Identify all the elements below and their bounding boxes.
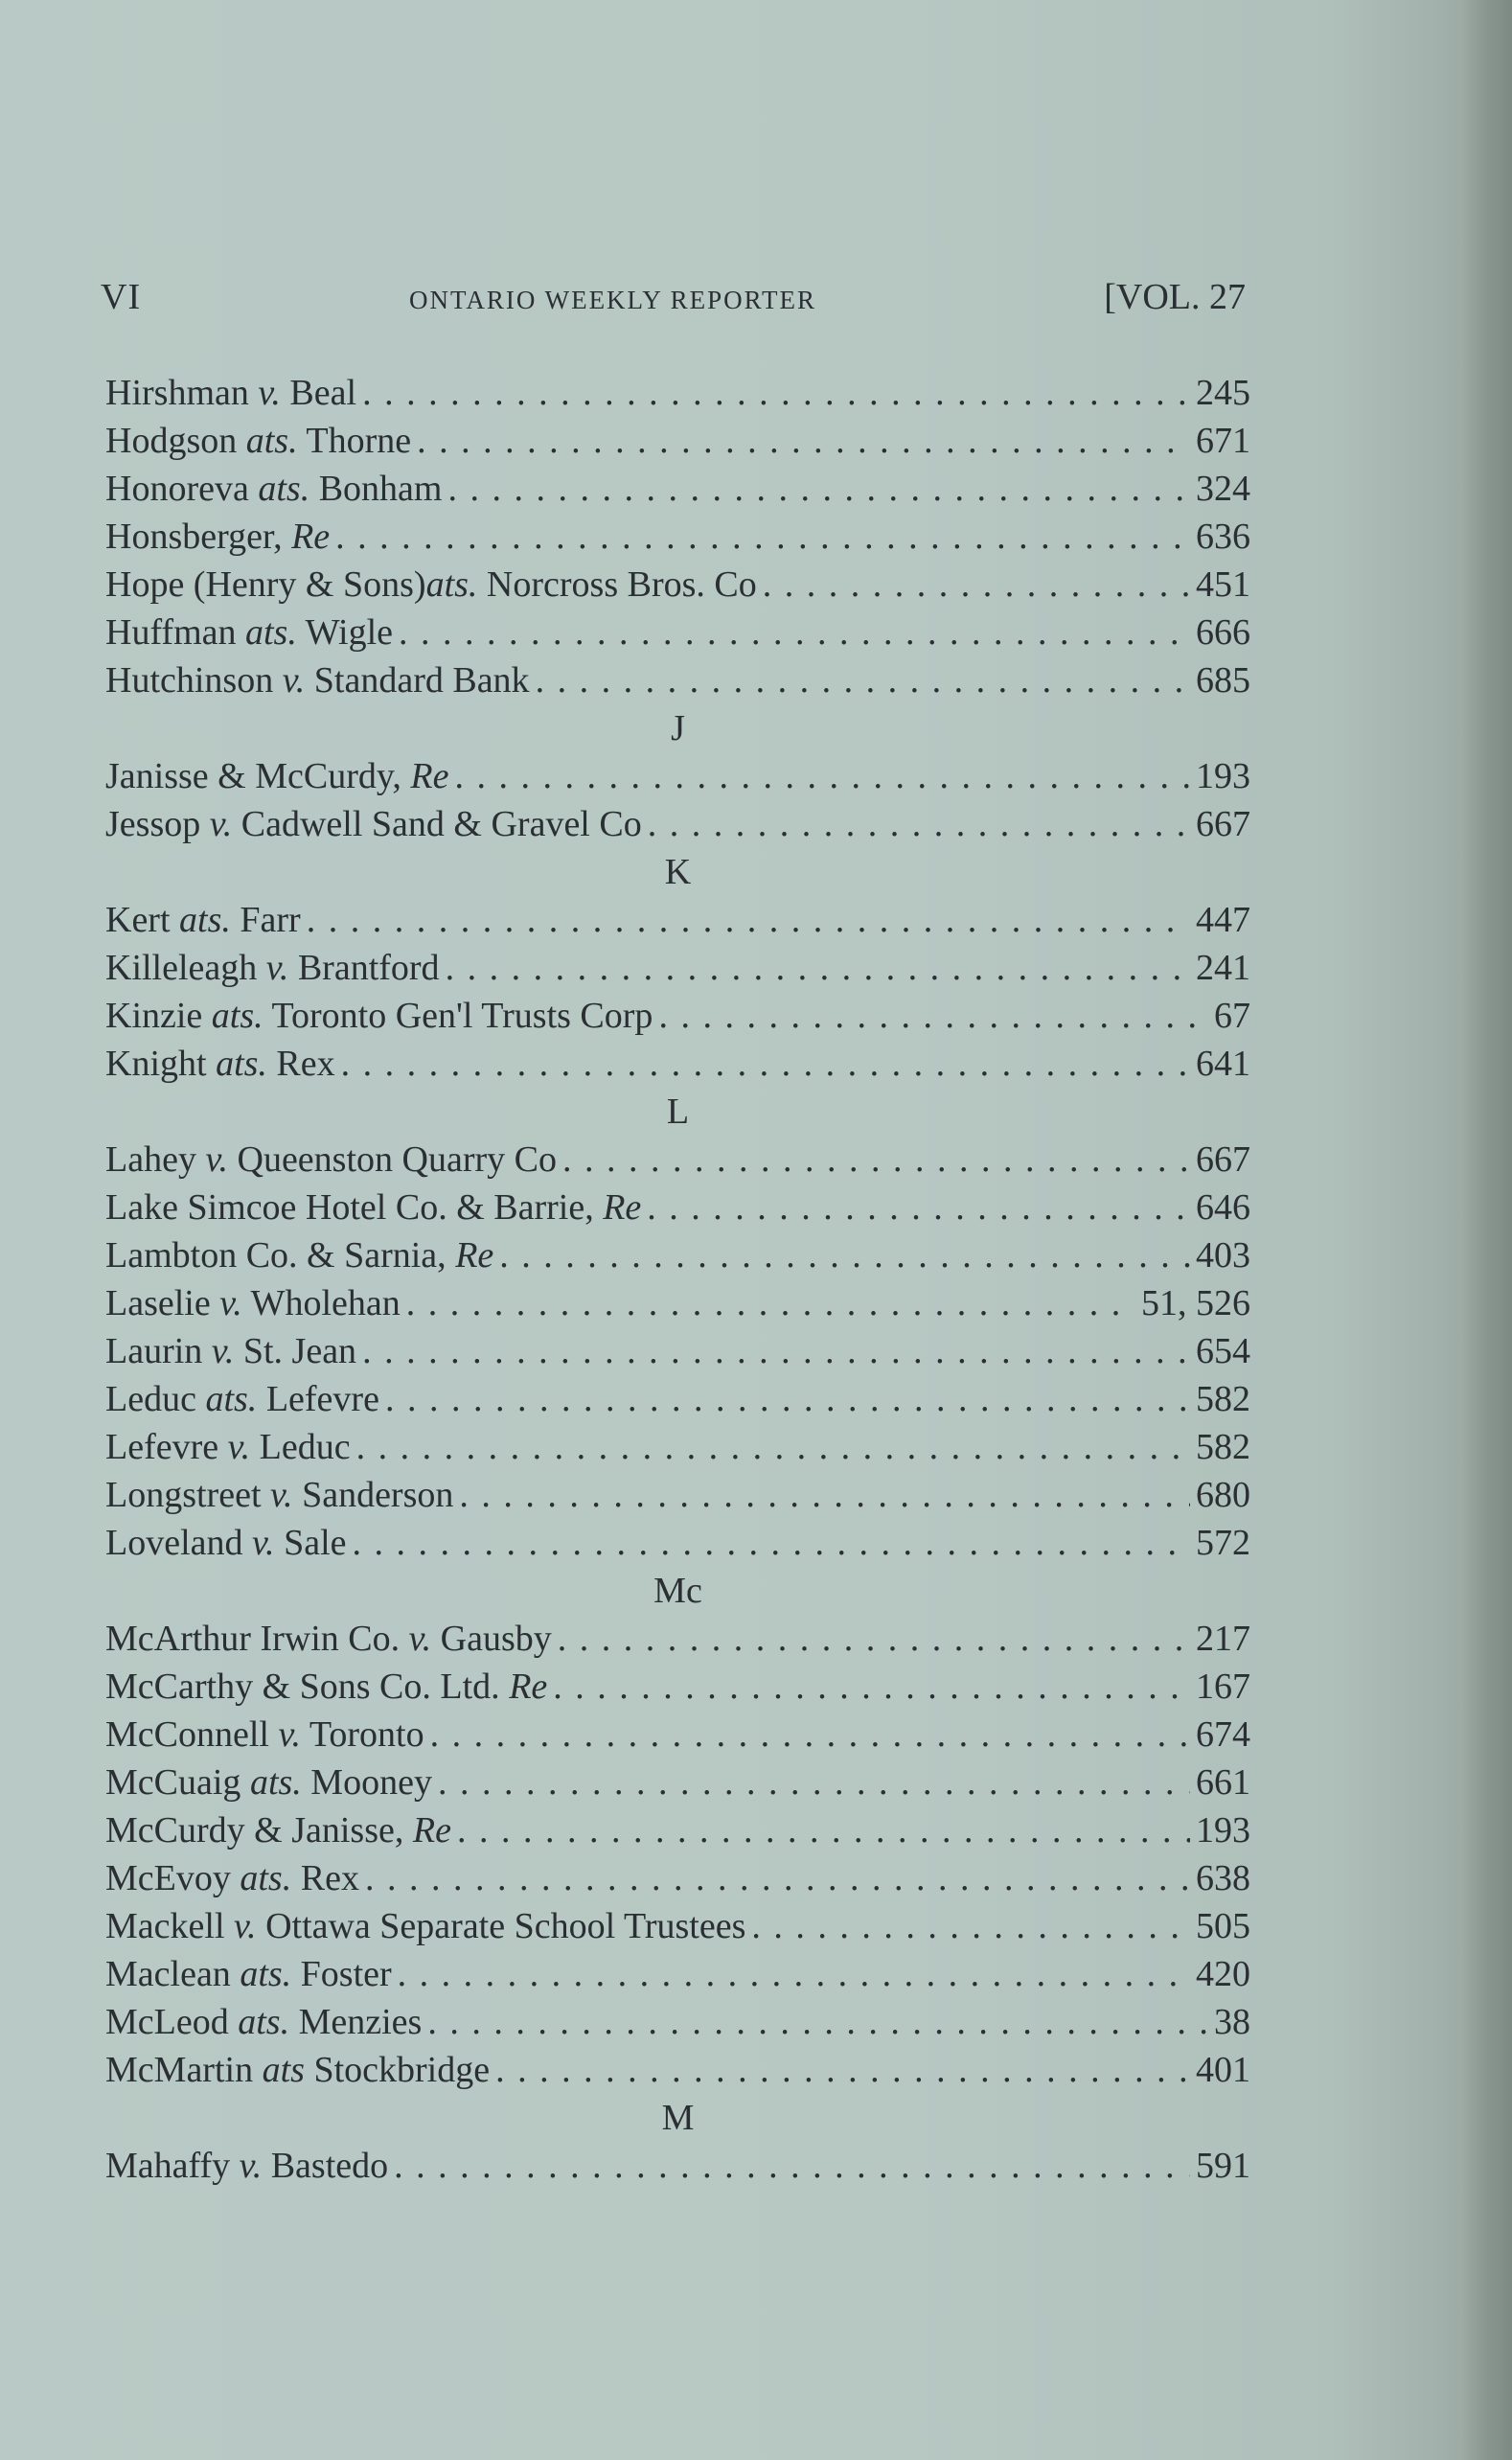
case-connector: v.: [219, 1283, 242, 1323]
case-name-part: Rex: [266, 1044, 335, 1084]
case-name-part: Lambton Co. & Sarnia,: [105, 1235, 456, 1276]
page-number: 636: [1196, 517, 1250, 557]
index-entry: [105, 1423, 1250, 1471]
case-name: [105, 1519, 347, 1567]
leader-dots: [446, 944, 1190, 992]
case-connector: v.: [211, 1331, 235, 1371]
case-name-part: Kinzie: [105, 996, 212, 1036]
case-connector: Re: [455, 1235, 494, 1276]
case-name-part: Honsberger,: [105, 517, 292, 557]
page-number: 685: [1196, 660, 1250, 701]
case-name-part: Sanderson: [292, 1475, 454, 1515]
case-connector: ats.: [258, 469, 310, 509]
leader-dots: [399, 609, 1190, 656]
leader-dots: [499, 1231, 1190, 1279]
leader-dots: [536, 656, 1190, 704]
case-name-part: Hodgson: [105, 421, 246, 461]
case-name-part: Hirshman: [105, 373, 259, 413]
case-connector: ats.: [249, 1762, 302, 1803]
case-connector: v.: [265, 948, 289, 988]
case-connector: Re: [291, 517, 331, 557]
case-name-part: Laurin: [105, 1331, 212, 1371]
leader-dots: [307, 896, 1190, 944]
index-entry: [105, 1902, 1250, 1950]
leader-dots: [459, 1471, 1190, 1519]
case-name: [105, 1902, 745, 1950]
page-number: 420: [1196, 1954, 1250, 1994]
case-name-part: Mahaffy: [105, 2146, 240, 2186]
index-entry: [105, 1759, 1250, 1806]
index-entry: [105, 369, 1250, 417]
case-name-part: Lahey: [105, 1139, 206, 1180]
case-connector: ats.: [240, 1858, 292, 1898]
case-name-part: Longstreet: [105, 1475, 271, 1515]
section-letter: L: [666, 1092, 690, 1132]
case-name-part: McCurdy & Janisse,: [105, 1810, 413, 1851]
case-name: [105, 992, 653, 1040]
case-name: [105, 1663, 547, 1711]
leader-dots: [427, 1998, 1208, 2046]
case-name-part: Ottawa Separate School Trustees: [256, 1906, 746, 1946]
case-name-part: Beal: [280, 373, 357, 413]
page-number: 217: [1196, 1619, 1250, 1659]
case-connector: Re: [412, 1810, 451, 1851]
leader-dots: [648, 800, 1190, 848]
case-connector: Re: [603, 1187, 642, 1228]
index-entries: [105, 369, 1250, 2190]
page-number: 241: [1196, 948, 1250, 988]
case-connector: Re: [410, 756, 449, 796]
case-name-part: McArthur Irwin Co.: [105, 1619, 409, 1659]
case-connector: ats.: [425, 564, 478, 605]
case-name-part: Bastedo: [262, 2146, 389, 2186]
index-entry: [105, 944, 1250, 992]
page-number: 193: [1196, 756, 1250, 796]
case-name-part: Maclean: [105, 1954, 241, 1994]
page-number: 582: [1196, 1427, 1250, 1467]
case-name: [105, 1231, 493, 1279]
case-name-part: Mooney: [301, 1762, 432, 1803]
case-name-part: Cadwell Sand & Gravel Co: [232, 804, 642, 844]
page-number: 193: [1196, 1810, 1250, 1851]
case-name: [105, 1279, 401, 1327]
case-name: [105, 465, 442, 513]
case-name: [105, 1806, 451, 1854]
page-number: 674: [1196, 1714, 1250, 1755]
leader-dots: [362, 369, 1190, 417]
index-entry: [105, 1806, 1250, 1854]
case-name: [105, 1423, 351, 1471]
case-connector: ats.: [240, 1954, 292, 1994]
case-name: [105, 1998, 422, 2046]
case-name-part: Gausby: [431, 1619, 552, 1659]
leader-dots: [751, 1902, 1190, 1950]
case-name-part: Leduc: [105, 1379, 206, 1419]
case-name-part: Loveland: [105, 1523, 253, 1563]
index-entry: [105, 1327, 1250, 1375]
case-name-part: Farr: [230, 900, 301, 940]
case-name: [105, 2142, 388, 2190]
case-name-part: Queenston Quarry Co: [228, 1139, 557, 1180]
leader-dots: [356, 1423, 1190, 1471]
page-number: 666: [1196, 612, 1250, 653]
case-name-part: McLeod: [105, 2002, 239, 2042]
page-number: 447: [1196, 900, 1250, 940]
case-name: [105, 561, 757, 609]
leader-dots: [658, 992, 1208, 1040]
leader-dots: [495, 2046, 1190, 2094]
case-connector: ats.: [238, 2002, 290, 2042]
case-name: [105, 1615, 552, 1663]
index-entry: [105, 1231, 1250, 1279]
page-number: 167: [1196, 1667, 1250, 1707]
page-number: 451: [1196, 564, 1250, 605]
case-name-part: Stockbridge: [304, 2050, 491, 2090]
page-number: 591: [1196, 2146, 1250, 2186]
index-entry: [105, 1279, 1250, 1327]
index-entry: [105, 1471, 1250, 1519]
case-connector: v.: [205, 1139, 228, 1180]
case-connector: v.: [239, 2146, 263, 2186]
page-number: 51, 526: [1141, 1283, 1250, 1323]
leader-dots: [558, 1615, 1190, 1663]
leader-dots: [454, 752, 1190, 800]
case-name: [105, 609, 393, 656]
case-name: [105, 1950, 392, 1998]
index-entry: [105, 513, 1250, 561]
case-name-part: Kert: [105, 900, 180, 940]
leader-dots: [430, 1711, 1190, 1759]
index-entry: [105, 2142, 1250, 2190]
case-connector: ats.: [245, 612, 297, 653]
case-name: [105, 369, 356, 417]
case-name-part: Lefevre: [105, 1427, 228, 1467]
index-entry: [105, 417, 1250, 465]
case-name: [105, 2046, 490, 2094]
leader-dots: [341, 1040, 1190, 1088]
index-entry: [105, 1711, 1250, 1759]
case-connector: v.: [278, 1714, 302, 1755]
index-entry: [105, 1663, 1250, 1711]
leader-dots: [406, 1279, 1135, 1327]
case-name: [105, 1471, 453, 1519]
case-name-part: Toronto: [301, 1714, 424, 1755]
leader-dots: [335, 513, 1190, 561]
leader-dots: [562, 1136, 1190, 1184]
page-number: 505: [1196, 1906, 1250, 1946]
page-number: 641: [1196, 1044, 1250, 1084]
case-name-part: Hutchinson: [105, 660, 283, 701]
leader-dots: [553, 1663, 1190, 1711]
case-name: [105, 1854, 359, 1902]
case-name-part: Janisse & McCurdy,: [105, 756, 411, 796]
case-name: [105, 656, 530, 704]
case-name-part: Knight: [105, 1044, 217, 1084]
case-name-part: Thorne: [297, 421, 412, 461]
index-entry: [105, 1375, 1250, 1423]
section-letter: K: [664, 852, 692, 892]
case-name-part: Wholehan: [241, 1283, 401, 1323]
case-name: [105, 1136, 557, 1184]
page-number: 38: [1214, 2002, 1250, 2042]
case-connector: v.: [252, 1523, 275, 1563]
case-name-part: McConnell: [105, 1714, 279, 1755]
page-number: 646: [1196, 1187, 1250, 1228]
index-entry: [105, 609, 1250, 656]
case-name-part: Bonham: [309, 469, 443, 509]
case-name: [105, 1040, 335, 1088]
index-entry: [105, 1519, 1250, 1567]
case-name-part: Lake Simcoe Hotel Co. & Barrie,: [105, 1187, 604, 1228]
case-connector: v.: [270, 1475, 293, 1515]
case-name-part: McEvoy: [105, 1858, 241, 1898]
leader-dots: [398, 1950, 1190, 1998]
case-name-part: Rex: [291, 1858, 359, 1898]
case-name-part: Leduc: [250, 1427, 351, 1467]
case-name: [105, 800, 642, 848]
page-edge: [1459, 0, 1512, 2460]
section-letter: Mc: [653, 1571, 702, 1611]
case-name: [105, 1184, 641, 1231]
case-connector: v.: [258, 373, 281, 413]
leader-dots: [438, 1759, 1190, 1806]
page-number: 245: [1196, 373, 1250, 413]
section-letter: J: [671, 708, 685, 748]
case-name-part: Norcross Bros. Co: [477, 564, 757, 605]
page-number: 401: [1196, 2050, 1250, 2090]
page-number: 582: [1196, 1379, 1250, 1419]
leader-dots: [385, 1375, 1190, 1423]
case-name-part: Menzies: [289, 2002, 423, 2042]
case-connector: ats.: [245, 421, 298, 461]
case-name-part: McCarthy & Sons Co. Ltd.: [105, 1667, 510, 1707]
running-header: [101, 276, 1246, 324]
leader-dots: [394, 2142, 1190, 2190]
case-connector: v.: [209, 804, 233, 844]
case-name-part: Laselie: [105, 1283, 220, 1323]
case-connector: ats.: [179, 900, 231, 940]
index-entry: [105, 1854, 1250, 1902]
index-entry: [105, 1950, 1250, 1998]
leader-dots: [763, 561, 1190, 609]
case-name: [105, 944, 440, 992]
case-connector: ats.: [211, 996, 263, 1036]
leader-dots: [447, 465, 1190, 513]
page-number: 671: [1196, 421, 1250, 461]
case-name-part: Huffman: [105, 612, 245, 653]
case-name: [105, 513, 330, 561]
case-name-part: Toronto Gen'l Trusts Corp: [263, 996, 653, 1036]
case-name: [105, 1327, 356, 1375]
page-number: 324: [1196, 469, 1250, 509]
case-name-part: St. Jean: [234, 1331, 357, 1371]
volume-label: [VOL. 27: [1104, 277, 1246, 317]
page-number: 667: [1196, 804, 1250, 844]
index-entry: [105, 2046, 1250, 2094]
case-name-part: Mackell: [105, 1906, 235, 1946]
case-connector: v.: [282, 660, 306, 701]
leader-dots: [362, 1327, 1190, 1375]
case-name-part: McCuaig: [105, 1762, 250, 1803]
index-entry: [105, 1184, 1250, 1231]
index-entry: [105, 992, 1250, 1040]
page-number: 67: [1214, 996, 1250, 1036]
case-name: [105, 1375, 379, 1423]
index-entry: [105, 896, 1250, 944]
case-name-part: McMartin: [105, 2050, 263, 2090]
case-name-part: Honoreva: [105, 469, 259, 509]
case-name-part: Foster: [291, 1954, 392, 1994]
case-name-part: Lefevre: [257, 1379, 379, 1419]
case-connector: Re: [509, 1667, 548, 1707]
case-name: [105, 417, 411, 465]
folio: VI: [101, 277, 142, 317]
case-connector: v.: [408, 1619, 432, 1659]
running-title: ONTARIO WEEKLY REPORTER: [409, 286, 816, 314]
leader-dots: [457, 1806, 1190, 1854]
leader-dots: [353, 1519, 1191, 1567]
case-name-part: Hope (Henry & Sons): [105, 564, 426, 605]
case-connector: v.: [227, 1427, 251, 1467]
case-name: [105, 896, 301, 944]
index-entry: [105, 1998, 1250, 2046]
index-entry: [105, 752, 1250, 800]
page-number: 680: [1196, 1475, 1250, 1515]
case-connector: ats: [262, 2050, 305, 2090]
index-entry: [105, 561, 1250, 609]
index-entry: [105, 1615, 1250, 1663]
leader-dots: [365, 1854, 1190, 1902]
case-name-part: Sale: [274, 1523, 347, 1563]
case-connector: ats.: [216, 1044, 267, 1084]
case-name-part: Brantford: [288, 948, 440, 988]
page-number: 661: [1196, 1762, 1250, 1803]
page-number: 638: [1196, 1858, 1250, 1898]
case-name-part: Wigle: [296, 612, 393, 653]
case-connector: ats.: [205, 1379, 258, 1419]
leader-dots: [647, 1184, 1190, 1231]
leader-dots: [417, 417, 1190, 465]
page-number: 572: [1196, 1523, 1250, 1563]
index-entry: [105, 656, 1250, 704]
index-entry: [105, 465, 1250, 513]
case-name-part: Standard Bank: [305, 660, 530, 701]
page-number: 403: [1196, 1235, 1250, 1276]
case-name: [105, 752, 448, 800]
case-name: [105, 1711, 424, 1759]
page-number: 667: [1196, 1139, 1250, 1180]
section-letter: M: [661, 2098, 695, 2138]
index-entry: [105, 800, 1250, 848]
case-name-part: Jessop: [105, 804, 210, 844]
index-entry: [105, 1040, 1250, 1088]
case-connector: v.: [234, 1906, 257, 1946]
page-number: 654: [1196, 1331, 1250, 1371]
case-name: [105, 1759, 432, 1806]
index-entry: [105, 1136, 1250, 1184]
case-name-part: Killeleagh: [105, 948, 266, 988]
